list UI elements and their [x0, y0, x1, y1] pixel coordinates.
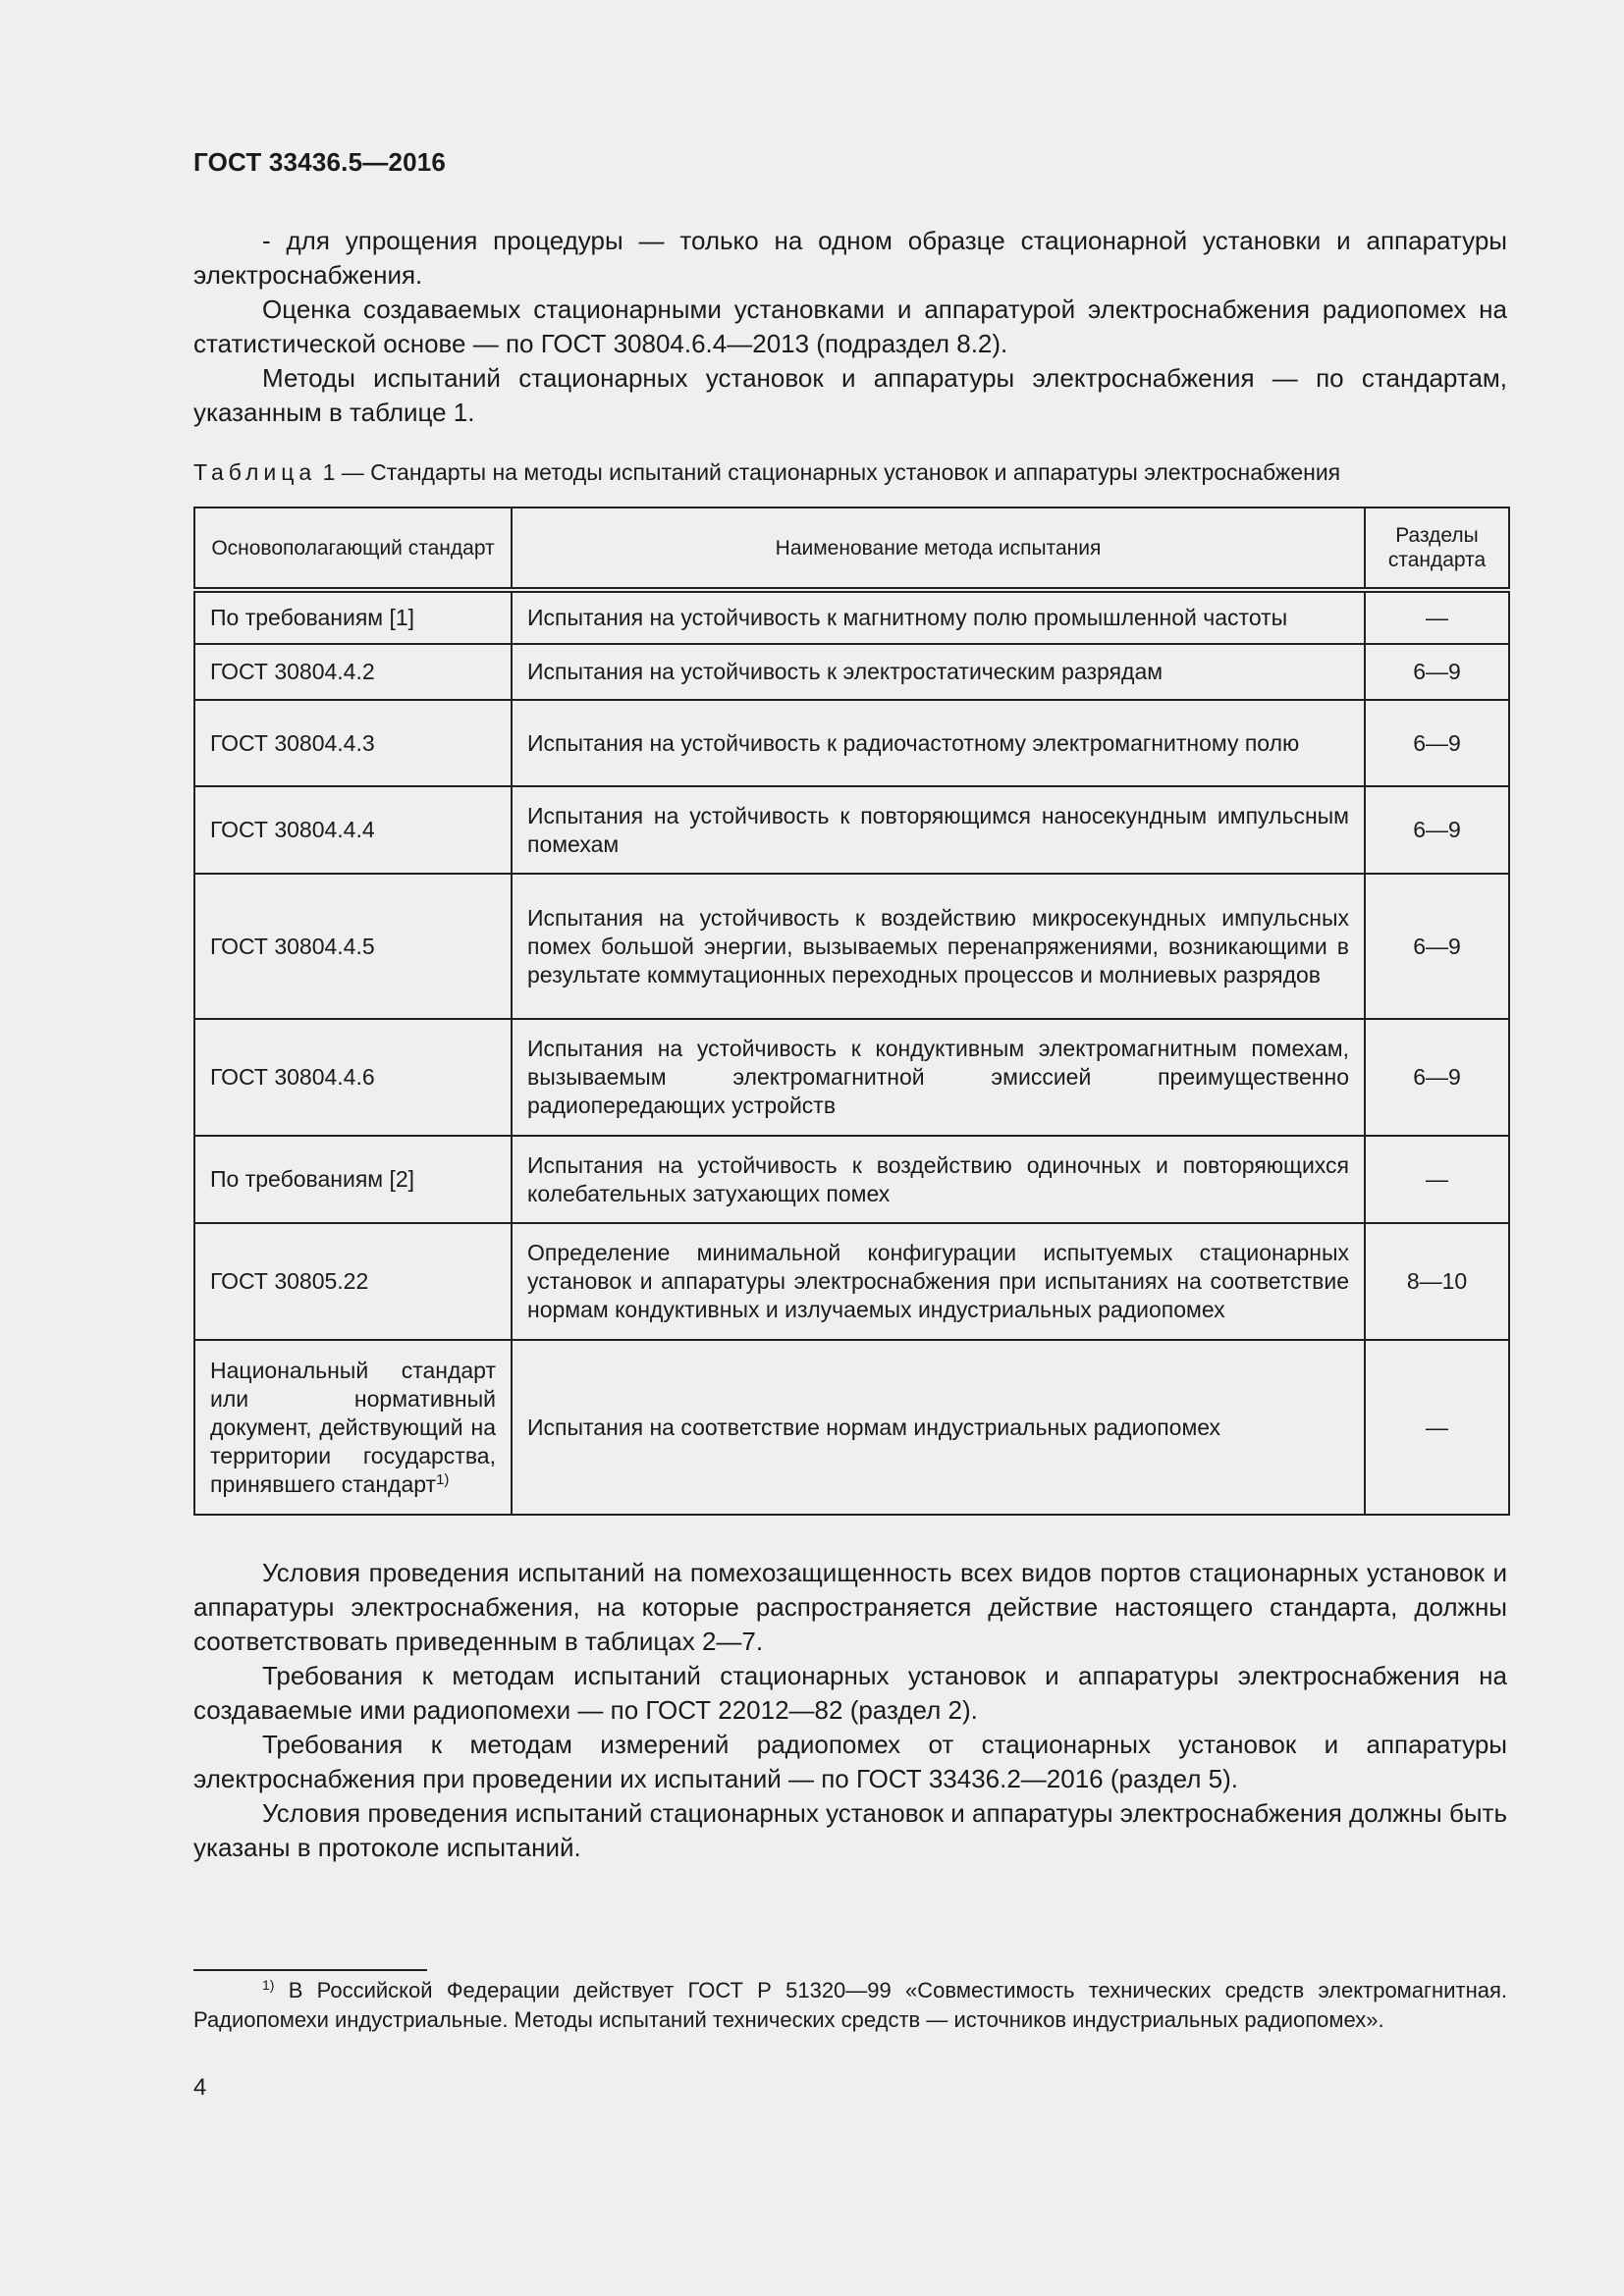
- paragraph: Оценка создаваемых стационарными установками и аппаратурой электроснабжения радиопомех на статистической основе — по ГОСТ 30804.6.4—2013 (подраздел 8.2).: [193, 294, 1507, 358]
- paragraph: Требования к методам измерений радиопомех от стационарных установок и аппаратуры электроснабжения при проведении их испытаний — по ГОСТ 33436.2—2016 (раздел 5).: [193, 1730, 1507, 1793]
- paragraph: Методы испытаний стационарных установок и аппаратуры электроснабжения — по стандартам, указанным в таблице 1.: [193, 363, 1507, 427]
- table-row: [194, 786, 1509, 874]
- cell-standard: По требованиям [2]: [194, 1136, 512, 1223]
- cell-standard: По требованиям [1]: [194, 590, 512, 644]
- table-row: [194, 700, 1509, 786]
- cell-sections: —: [1365, 590, 1509, 644]
- col-header-sections: Разделы стандарта: [1365, 507, 1509, 590]
- table-row: [194, 1340, 1509, 1515]
- cell-method: Испытания на устойчивость к воздействию одиночных и повторяющихся колебательных затухающих помех: [512, 1136, 1365, 1223]
- col-header-method-name: Наименование метода испытания: [512, 507, 1365, 590]
- cell-method: Определение минимальной конфигурации испытуемых стационарных установок и аппаратуры электроснабжения при испытаниях на соответствие нормам кондуктивных и излучаемых индустриальных радиопомех: [512, 1223, 1365, 1340]
- cell-sections: —: [1365, 1340, 1509, 1515]
- cell-method: Испытания на устойчивость к кондуктивным электромагнитным помехам, вызываемым электромагнитной эмиссией преимущественно радиопередающих устройств: [512, 1019, 1365, 1136]
- cell-sections: 6—9: [1365, 700, 1509, 786]
- table-caption-text: 1 — Стандарты на методы испытаний стационарных установок и аппаратуры электроснабжения: [316, 459, 1341, 485]
- cell-standard: [194, 1340, 512, 1515]
- footnote-mark: 1): [436, 1470, 450, 1488]
- cell-standard-text: Национальный стандарт или нормативный документ, действующий на территории государства, принявшего стандарт: [210, 1357, 496, 1497]
- cell-method: Испытания на устойчивость к воздействию микросекундных импульсных помех большой энергии, вызываемых перенапряжениями, возникающими в результате коммутационных переходных процессов и молниевых разрядов: [512, 874, 1365, 1019]
- footnote-mark: 1): [262, 1977, 275, 1993]
- cell-sections: 8—10: [1365, 1223, 1509, 1340]
- cell-standard: ГОСТ 30804.4.3: [194, 700, 512, 786]
- intro-paragraphs: [193, 224, 1507, 430]
- cell-sections: —: [1365, 1136, 1509, 1223]
- cell-method: Испытания на соответствие нормам индустриальных радиопомех: [512, 1340, 1365, 1515]
- paragraph: Требования к методам испытаний стационарных установок и аппаратуры электроснабжения на создаваемые ими радиопомехи — по ГОСТ 22012—82 (раздел 2).: [193, 1661, 1507, 1725]
- footnote: [193, 1976, 1507, 2035]
- table-row: [194, 1223, 1509, 1340]
- cell-standard: ГОСТ 30804.4.4: [194, 786, 512, 874]
- cell-method: Испытания на устойчивость к магнитному полю промышленной частоты: [512, 590, 1365, 644]
- table-row: [194, 590, 1509, 644]
- footnote-divider: [193, 1969, 427, 1971]
- table-row: [194, 874, 1509, 1019]
- table-header-row: [194, 507, 1509, 590]
- col-header-base-standard: Основополагающий стандарт: [194, 507, 512, 590]
- paragraph: Условия проведения испытаний стационарных установок и аппаратуры электроснабжения должны быть указаны в протоколе испытаний.: [193, 1798, 1507, 1862]
- standards-table: [193, 507, 1510, 1516]
- cell-standard: ГОСТ 30804.4.5: [194, 874, 512, 1019]
- standard-header: ГОСТ 33436.5—2016: [193, 147, 447, 177]
- paragraph: Условия проведения испытаний на помехозащищенность всех видов портов стационарных установок и аппаратуры электроснабжения, на которые распространяется действие настоящего стандарта, должны соответствовать приведенным в таблицах 2—7.: [193, 1558, 1507, 1656]
- paragraph: - для упрощения процедуры — только на одном образце стационарной установки и аппаратуры электроснабжения.: [193, 226, 1507, 290]
- table-row: [194, 1019, 1509, 1136]
- cell-method: Испытания на устойчивость к радиочастотному электромагнитному полю: [512, 700, 1365, 786]
- table-caption: [193, 459, 1340, 486]
- closing-paragraphs: [193, 1556, 1507, 1865]
- page-number: 4: [193, 2074, 207, 2101]
- table-caption-prefix: Таблица: [193, 459, 317, 485]
- cell-sections: 6—9: [1365, 874, 1509, 1019]
- cell-sections: 6—9: [1365, 786, 1509, 874]
- cell-standard: ГОСТ 30805.22: [194, 1223, 512, 1340]
- cell-standard: ГОСТ 30804.4.6: [194, 1019, 512, 1136]
- table-row: [194, 1136, 1509, 1223]
- cell-standard: ГОСТ 30804.4.2: [194, 644, 512, 700]
- cell-method: Испытания на устойчивость к повторяющимся наносекундным импульсным помехам: [512, 786, 1365, 874]
- cell-method: Испытания на устойчивость к электростатическим разрядам: [512, 644, 1365, 700]
- cell-sections: 6—9: [1365, 1019, 1509, 1136]
- cell-sections: 6—9: [1365, 644, 1509, 700]
- footnote-text: В Российской Федерации действует ГОСТ Р 51320—99 «Совместимость технических средств электромагнитная. Радиопомехи индустриальные. Методы испытаний технических средств — источников индустриальных радиопомех».: [193, 1978, 1507, 2032]
- table-row: [194, 644, 1509, 700]
